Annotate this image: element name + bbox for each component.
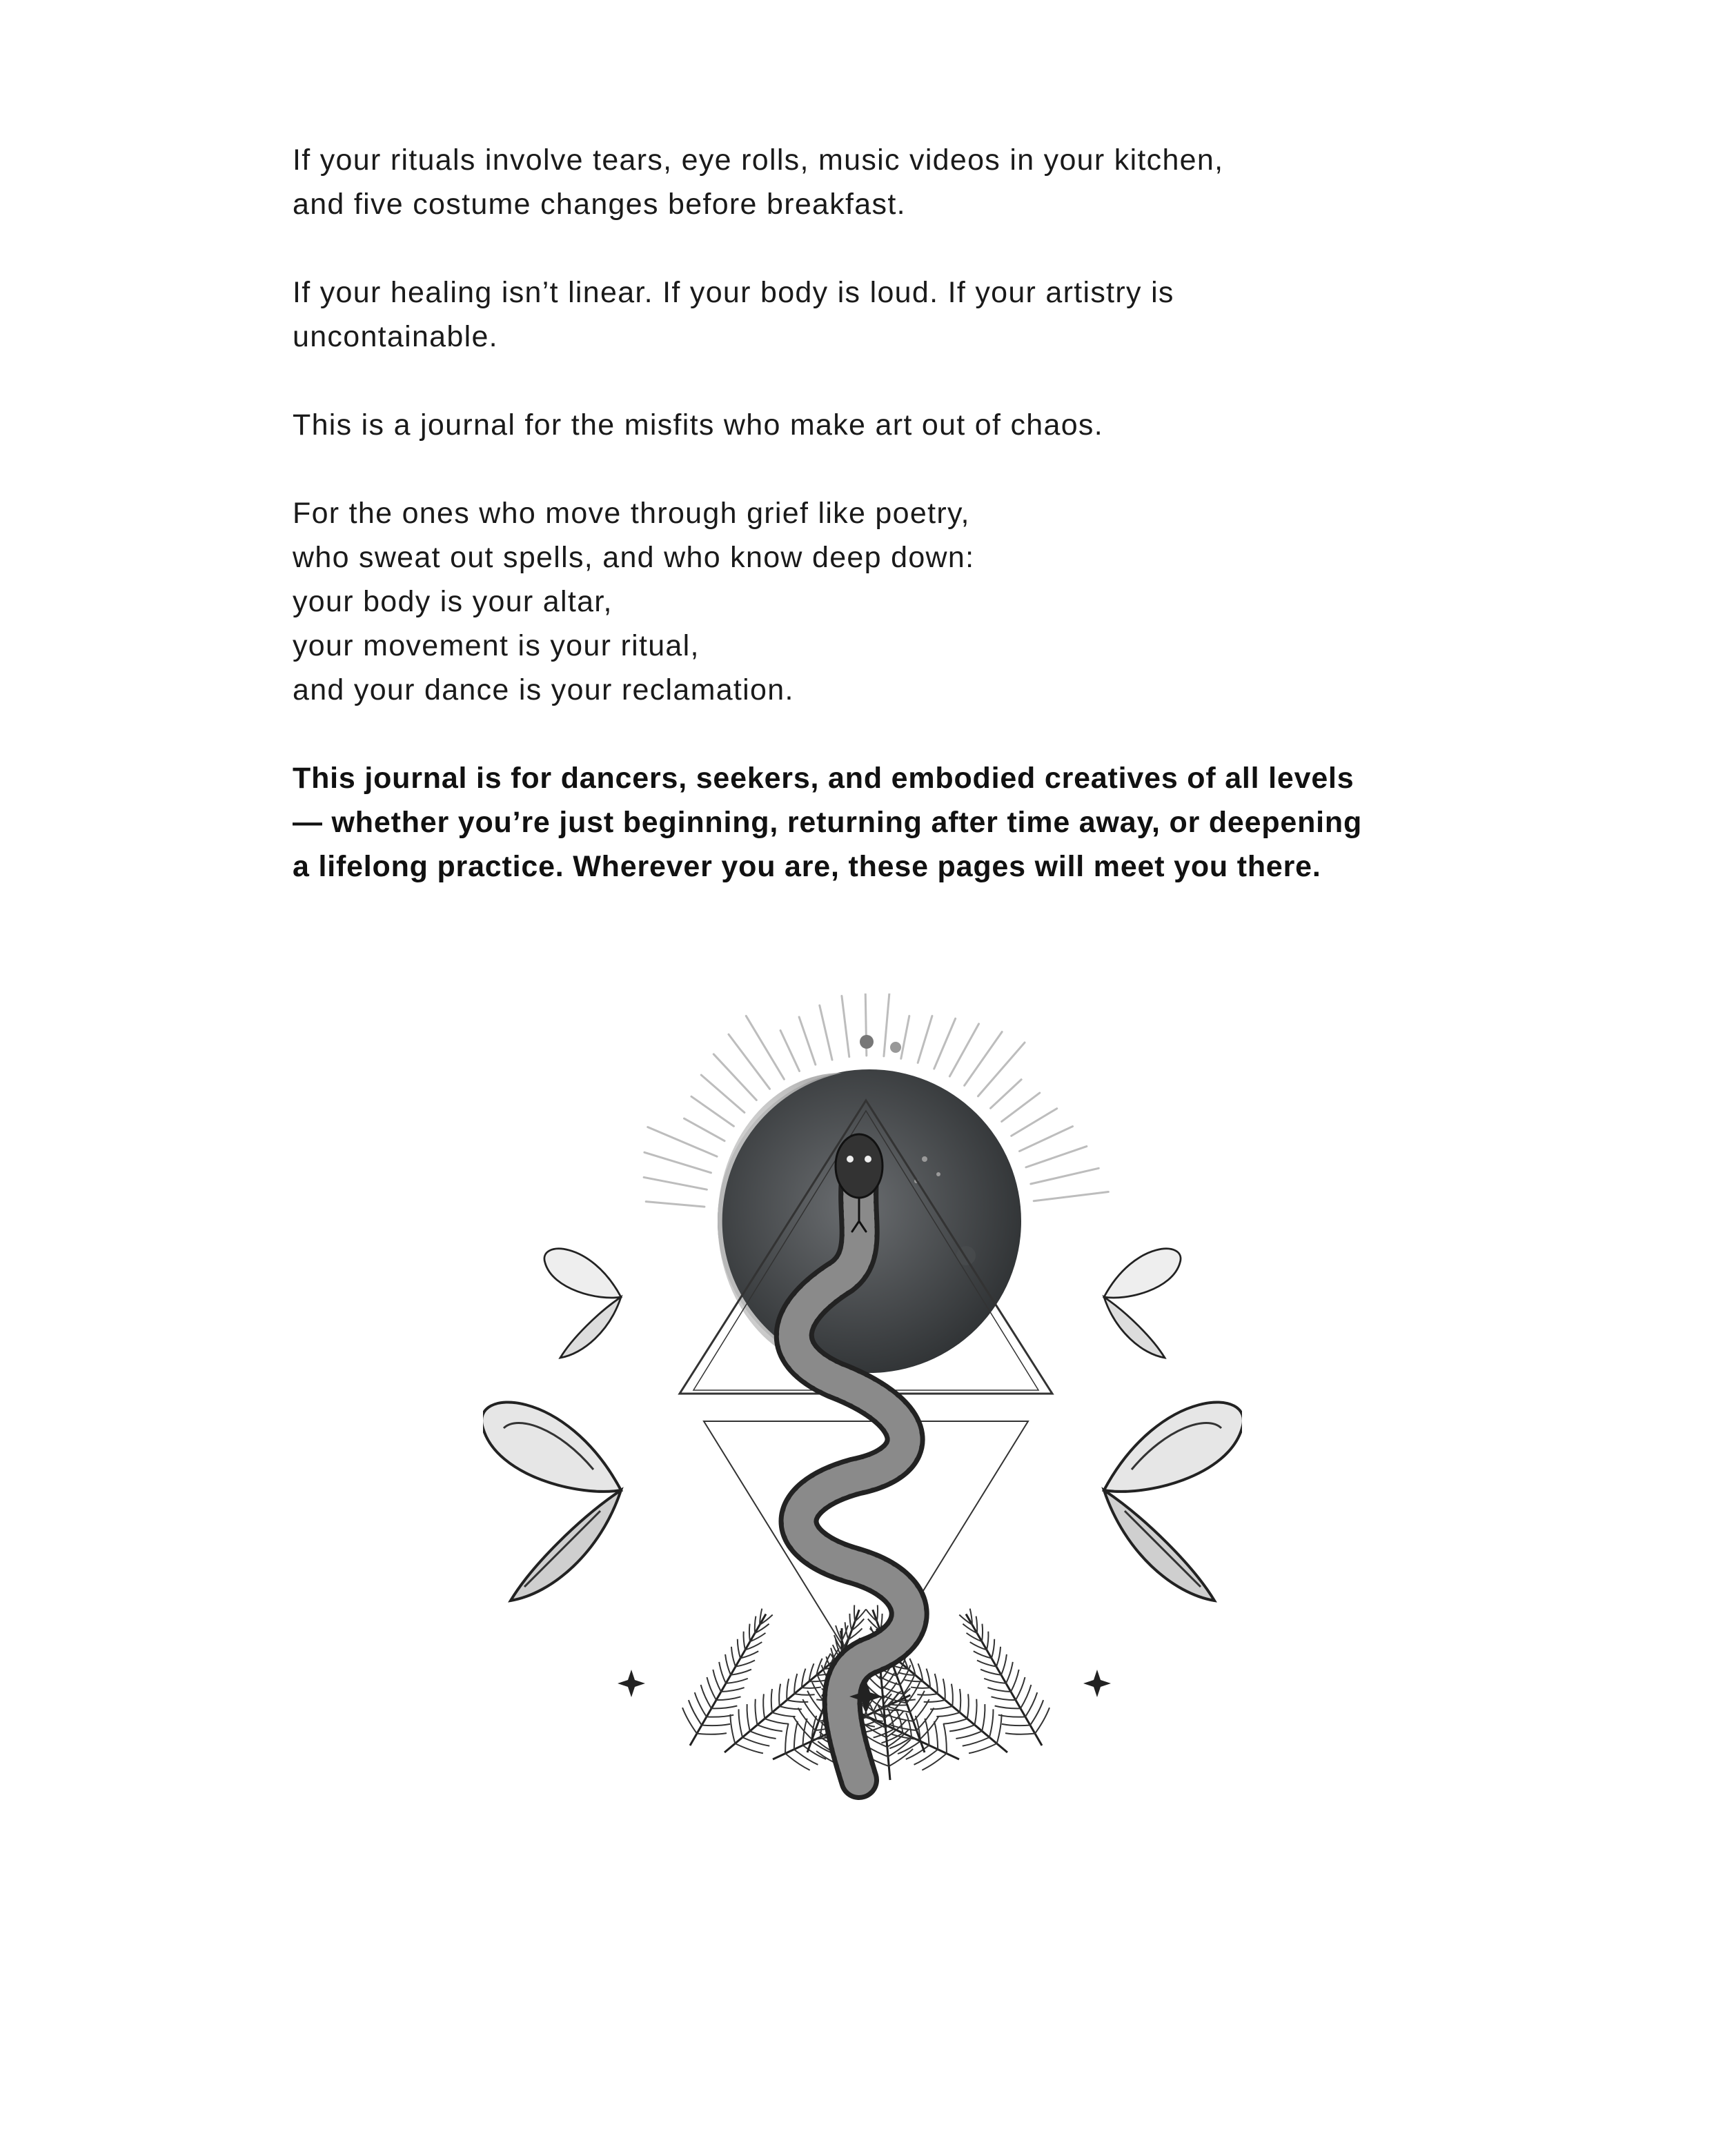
sun-ray xyxy=(949,1024,978,1076)
sun-ray xyxy=(1002,1093,1040,1122)
sun-ray xyxy=(901,1016,909,1059)
text-line: who sweat out spells, and who know deep down: xyxy=(293,541,975,574)
text-line: For the ones who move through grief like poetry, xyxy=(293,497,970,530)
sun-ray xyxy=(991,1080,1022,1109)
sun-ray xyxy=(978,1042,1025,1096)
sun-ray xyxy=(1034,1191,1108,1200)
text-line: If your rituals involve tears, eye rolls, music videos in your kitchen, xyxy=(293,144,1224,177)
sun-ray xyxy=(1031,1168,1098,1184)
text-line: your body is your altar, xyxy=(293,585,613,618)
sun-ray xyxy=(780,1031,799,1071)
sun-ray xyxy=(713,1054,756,1100)
text-line: and five costume changes before breakfast. xyxy=(293,188,906,221)
sun-ray xyxy=(1020,1127,1073,1151)
butterfly-icon xyxy=(1104,1403,1242,1601)
snake-moon-butterflies-illustration xyxy=(483,993,1242,1821)
sun-ray xyxy=(918,1016,932,1063)
paragraph-rituals xyxy=(293,138,1466,226)
paragraph-misfits xyxy=(293,403,1466,447)
text-line: your movement is your ritual, xyxy=(293,629,700,662)
sun-ray xyxy=(691,1096,733,1126)
leaf-frond xyxy=(943,1599,1064,1759)
text-line: — whether you’re just beginning, returning after time away, or deepening xyxy=(293,806,1363,839)
sun-ray xyxy=(934,1018,956,1069)
sun-ray xyxy=(684,1118,724,1140)
sun-ray xyxy=(842,996,849,1056)
dot xyxy=(890,1042,901,1053)
dot xyxy=(860,1035,874,1049)
sun-ray xyxy=(644,1177,707,1189)
sun-ray xyxy=(646,1202,704,1207)
body-text xyxy=(293,138,1466,933)
text-line: a lifelong practice. Wherever you are, these pages will meet you there. xyxy=(293,850,1321,883)
sun-ray xyxy=(884,993,890,1056)
leaf-frond xyxy=(668,1599,789,1759)
paragraph-poetry xyxy=(293,491,1466,712)
sun-ray xyxy=(729,1034,770,1089)
sun-ray xyxy=(746,1016,784,1080)
text-line: This is a journal for the misfits who make art out of chaos. xyxy=(293,408,1103,442)
sun-ray xyxy=(799,1017,816,1065)
text-line: If your healing isn’t linear. If your body is loud. If your artistry is xyxy=(293,276,1174,309)
butterfly-icon xyxy=(483,1403,621,1601)
sun-ray xyxy=(1012,1109,1057,1136)
paragraph-healing xyxy=(293,270,1466,359)
butterfly-icon xyxy=(1104,1249,1181,1358)
sun-ray xyxy=(820,1005,832,1060)
text-line: This journal is for dancers, seekers, and embodied creatives of all levels xyxy=(293,762,1354,795)
text-line: and your dance is your reclamation. xyxy=(293,673,794,706)
sun-ray xyxy=(644,1152,711,1173)
sun-ray xyxy=(1026,1147,1087,1167)
butterfly-icon xyxy=(544,1249,621,1358)
text-line: uncontainable. xyxy=(293,320,498,353)
paragraph-audience xyxy=(293,756,1466,889)
